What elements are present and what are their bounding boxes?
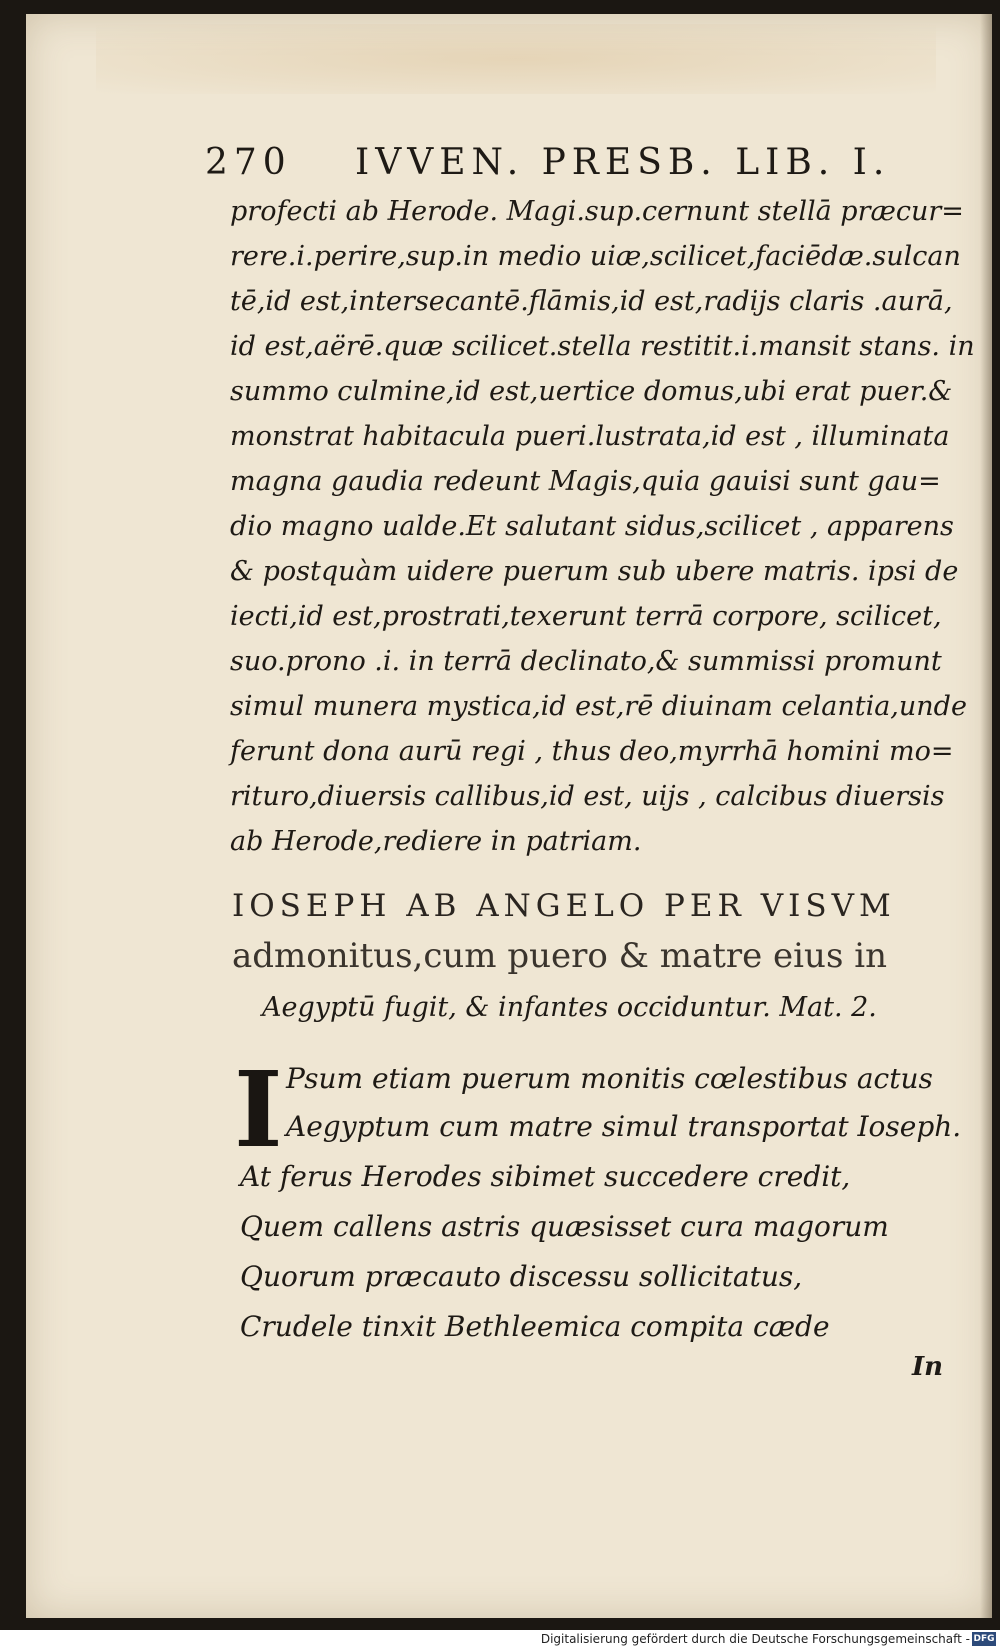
- drop-cap-initial: I: [234, 1048, 283, 1171]
- commentary-line: summo culmine,id est,uertice domus,ubi erat puer.&: [230, 376, 953, 407]
- verse-line: Crudele tinxit Bethleemica compita cæde: [240, 1310, 830, 1343]
- page-stain: [96, 24, 936, 94]
- verse-line: Quem callens astris quæsisset cura magorum: [240, 1210, 889, 1243]
- digitization-footer: [0, 1630, 1000, 1650]
- commentary-line: suo.prono .i. in terrā declinato,& summissi promunt: [230, 646, 942, 677]
- commentary-line: tē,id est,intersecantē.flāmis,id est,radijs claris .aurā,: [230, 286, 953, 317]
- catchword: In: [912, 1352, 944, 1382]
- commentary-line: profecti ab Herode. Magi.sup.cernunt stellā præcur=: [230, 196, 964, 227]
- commentary-line: ab Herode,rediere in patriam.: [230, 826, 642, 857]
- commentary-line: ferunt dona aurū regi , thus deo,myrrhā homini mo=: [230, 736, 954, 767]
- funding-credit: Digitalisierung gefördert durch die Deutsche Forschungsgemeinschaft -: [540, 1632, 970, 1646]
- commentary-line: rere.i.perire,sup.in medio uiæ,scilicet,faciēdæ.sulcan: [230, 241, 961, 272]
- heading-italic-line: Aegyptū fugit, & infantes occiduntur. Mat. 2.: [262, 992, 877, 1023]
- commentary-line: rituro,diuersis callibus,id est, uijs , calcibus diuersis: [230, 781, 945, 812]
- page-number: 270: [205, 142, 292, 183]
- verse-line: Psum etiam puerum monitis cœlestibus actus: [286, 1062, 933, 1095]
- page-header: [205, 142, 895, 192]
- commentary-line: id est,aërē.quæ scilicet.stella restitit.i.mansit stans. in: [230, 331, 975, 362]
- verse-line: At ferus Herodes sibimet succedere credit,: [240, 1160, 851, 1193]
- page-edge-shadow: [980, 14, 992, 1618]
- verse-line: Quorum præcauto discessu sollicitatus,: [240, 1260, 803, 1293]
- verse-line: Aegyptum cum matre simul transportat Ioseph.: [286, 1110, 962, 1143]
- commentary-line: magna gaudia redeunt Magis,quia gauisi sunt gau=: [230, 466, 941, 497]
- commentary-line: & postquàm uidere puerum sub ubere matris. ipsi de: [230, 556, 959, 587]
- dfg-logo: DFG: [973, 1634, 995, 1644]
- running-title: IVVEN. PRESB. LIB. I.: [355, 142, 891, 183]
- heading-caps-line: IOSEPH AB ANGELO PER VISVM: [232, 888, 896, 924]
- commentary-line: dio magno ualde.Et salutant sidus,scilicet , apparens: [230, 511, 954, 542]
- commentary-line: simul munera mystica,id est,rē diuinam celantia,unde: [230, 691, 967, 722]
- commentary-line: monstrat habitacula pueri.lustrata,id est , illuminata: [230, 421, 950, 452]
- commentary-line: iecti,id est,prostrati,texerunt terrā corpore, scilicet,: [230, 601, 942, 632]
- heading-roman-line: admonitus,cum puero & matre eius in: [232, 936, 887, 976]
